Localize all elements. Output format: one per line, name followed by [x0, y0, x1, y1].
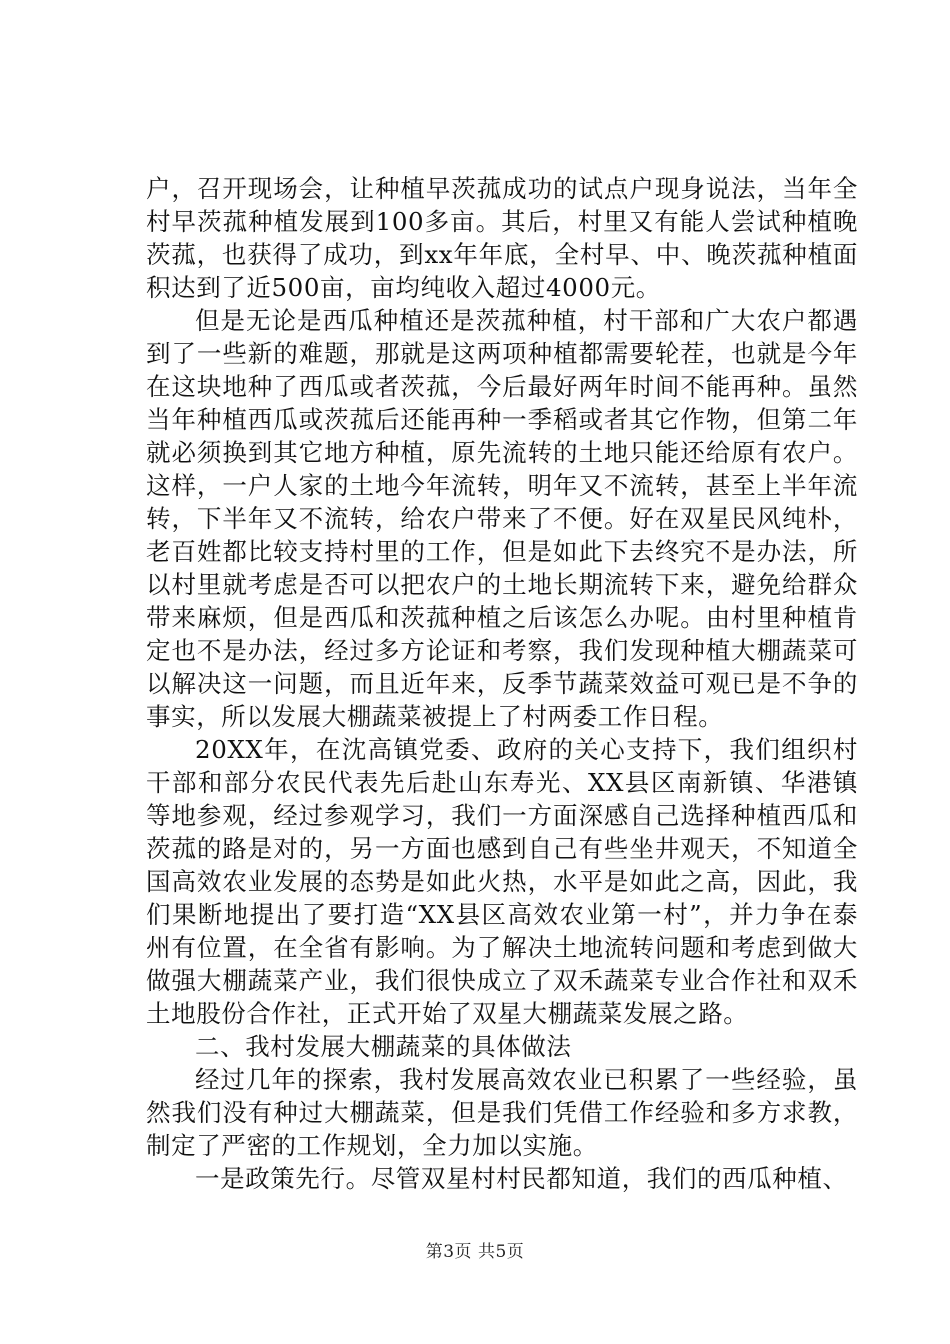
document-body	[146, 172, 858, 1195]
paragraph-rotation-problem: 但是无论是西瓜种植还是茨菰种植，村干部和广大农户都遇到了一些新的难题，那就是这两项种植都需要轮茬，也就是今年在这块地种了西瓜或者茨菰，今后最好两年时间不能再种。虽然当年种植西瓜或茨菰后还能再种一季稻或者其它作物，但第二年就必须换到其它地方种植，原先流转的土地只能还给原有农户。这样，一户人家的土地今年流转，明年又不流转，甚至上半年流转，下半年又不流转，给农户带来了不便。好在双星民风纯朴，老百姓都比较支持村里的工作，但是如此下去终究不是办法，所以村里就考虑是否可以把农户的土地长期流转下来，避免给群众带来麻烦，但是西瓜和茨菰种植之后该怎么办呢。由村里种植肯定也不是办法，经过多方论证和考察，我们发现种植大棚蔬菜可以解决这一问题，而且近年来，反季节蔬菜效益可观已是不争的事实，所以发展大棚蔬菜被提上了村两委工作日程。	[146, 306, 858, 731]
paragraph-continued: 户，召开现场会，让种植早茨菰成功的试点户现身说法，当年全村早茨菰种植发展到100多亩。其后，村里又有能人尝试种植晚茨菰，也获得了成功，到xx年年底，全村早、中、晚茨菰种植面积达到了近500亩，亩均纯收入超过4000元。	[146, 174, 858, 302]
page-footer: 第3页 共5页	[425, 1242, 525, 1262]
section-heading: 二、我村发展大棚蔬菜的具体做法	[195, 1032, 572, 1061]
paragraph-policy-first: 一是政策先行。尽管双星村村民都知道，我们的西瓜种植、	[195, 1164, 848, 1193]
paragraph-study-visit: 20XX年，在沈高镇党委、政府的关心支持下，我们组织村干部和部分农民代表先后赴山东寿光、XX县区南新镇、华港镇等地参观，经过参观学习，我们一方面深感自己选择种植西瓜和茨菰的路是对的，另一方面也感到自己有些坐井观天，不知道全国高效农业发展的态势是如此火热，水平是如此之高，因此，我们果断地提出了要打造“XX县区高效农业第一村”，并力争在泰州有位置，在全省有影响。为了解决土地流转问题和考虑到做大做强大棚蔬菜产业，我们很快成立了双禾蔬菜专业合作社和双禾土地股份合作社，正式开始了双星大棚蔬菜发展之路。	[146, 735, 858, 1028]
paragraph-experience: 经过几年的探索，我村发展高效农业已积累了一些经验，虽然我们没有种过大棚蔬菜，但是我们凭借工作经验和多方求教，制定了严密的工作规划，全力加以实施。	[146, 1065, 858, 1160]
